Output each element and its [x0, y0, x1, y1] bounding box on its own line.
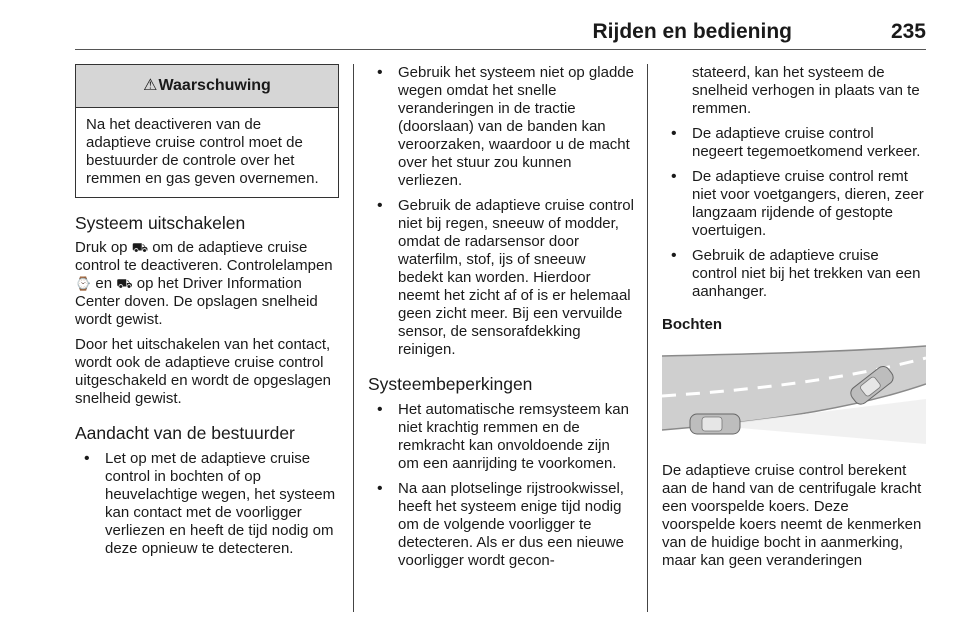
- paragraph-uitschakelen-2: Door het uitschakelen van het contact, wordt ook de adaptieve cruise control uitgeschakeld en wordt de opgeslagen snelheid gewist.: [75, 336, 332, 407]
- adaptive-cruise-icon: ⛟: [116, 276, 133, 291]
- bullet-list-aandacht: [75, 450, 340, 558]
- text-fragment: op het Driver Information Center doven. De opslagen snelheid wordt gewist.: [75, 275, 318, 328]
- column-3: [662, 64, 926, 570]
- warning-title: Waarschuwing: [158, 77, 271, 94]
- column-divider-1: [353, 64, 354, 612]
- section-heading-uitschakelen: Systeem uitschakelen: [75, 213, 246, 233]
- section-heading-beperkingen: Systeembeperkingen: [368, 374, 533, 394]
- own-car: [690, 414, 740, 434]
- section-heading-aandacht: Aandacht van de bestuurder: [75, 423, 295, 443]
- section-heading-bochten: Bochten: [662, 316, 722, 333]
- warning-box: [75, 64, 339, 198]
- column-1: [75, 64, 340, 558]
- adaptive-cruise-icon: ⛟: [131, 240, 149, 255]
- list-item: • Gebruik het systeem niet op gladde wegen omdat het snelle veranderingen in de tractie (doorslaan) van de banden kan veroorzaken, waardoor u de macht over het stuur zou kunnen verliezen.: [368, 64, 634, 190]
- text-fragment: Druk op: [75, 239, 128, 256]
- paragraph-uitschakelen-1: [75, 239, 340, 329]
- cruise-control-lamp-icon: ⌚: [75, 276, 92, 291]
- page-header-title: Rijden en bediening: [592, 20, 792, 43]
- column-divider-2: [647, 64, 648, 612]
- list-item: • Het automatische remsysteem kan niet krachtig remmen en de remkracht kan onvoldoende zijn om een aanrijding te voorkomen.: [368, 401, 634, 473]
- paragraph-bochten: De adaptieve cruise control berekent aan de hand van de centrifugale kracht een voorspelde koers. Deze voorspelde koers neemt de kenmerken van de huidige bocht in aanmerking, maar kan geen veranderingen: [662, 462, 922, 569]
- warning-text: Na het deactiveren van de adaptieve cruise control moet de bestuurder de controle over het remmen en gas geven overnemen.: [86, 116, 319, 187]
- warning-triangle-icon: ⚠: [143, 77, 158, 94]
- warning-header: [76, 65, 338, 108]
- list-item: • Gebruik de adaptieve cruise control niet bij regen, sneeuw of modder, omdat de radarsensor door waterfilm, stof, ijs of sneeuw bedekt kan worden. Hierdoor neemt het zicht af of is er helemaal geen zicht meer. Bij een vervuilde sensor, de sensorafdekking reinigen.: [368, 197, 634, 359]
- list-item: • De adaptieve cruise control negeert tegemoetkomend verkeer.: [662, 125, 926, 161]
- curve-illustration: [662, 344, 926, 450]
- list-item: • Gebruik de adaptieve cruise control niet bij het trekken van een aanhanger.: [662, 247, 926, 301]
- header-rule: [75, 49, 926, 50]
- column-2: [368, 64, 634, 570]
- list-item: • Na aan plotselinge rijstrookwissel, heeft het systeem enige tijd nodig om de volgende voorligger te detecteren. Als er dus een nieuwe voorligger wordt gecon-: [368, 480, 634, 570]
- text-fragment: om de adaptieve cruise control te deactiveren. Controlelampen: [75, 239, 333, 274]
- bullet-list-aandacht-cont: [368, 64, 634, 359]
- text-fragment: en: [95, 275, 113, 292]
- bullet-list-beperkingen: [368, 401, 634, 570]
- bullet-list-beperkingen-cont: [662, 125, 926, 301]
- bullet-continuation: stateerd, kan het systeem de snelheid verhogen in plaats van te remmen.: [692, 64, 920, 117]
- list-item: • De adaptieve cruise control remt niet voor voetgangers, dieren, zeer langzaam rijdende of gestopte voertuigen.: [662, 168, 926, 240]
- page-number: 235: [890, 20, 926, 43]
- list-item: • Let op met de adaptieve cruise control in bochten of op heuvelachtige wegen, het systeem kan contact met de voorligger verliezen en heeft de tijd nodig om deze opnieuw te detecteren.: [75, 450, 340, 558]
